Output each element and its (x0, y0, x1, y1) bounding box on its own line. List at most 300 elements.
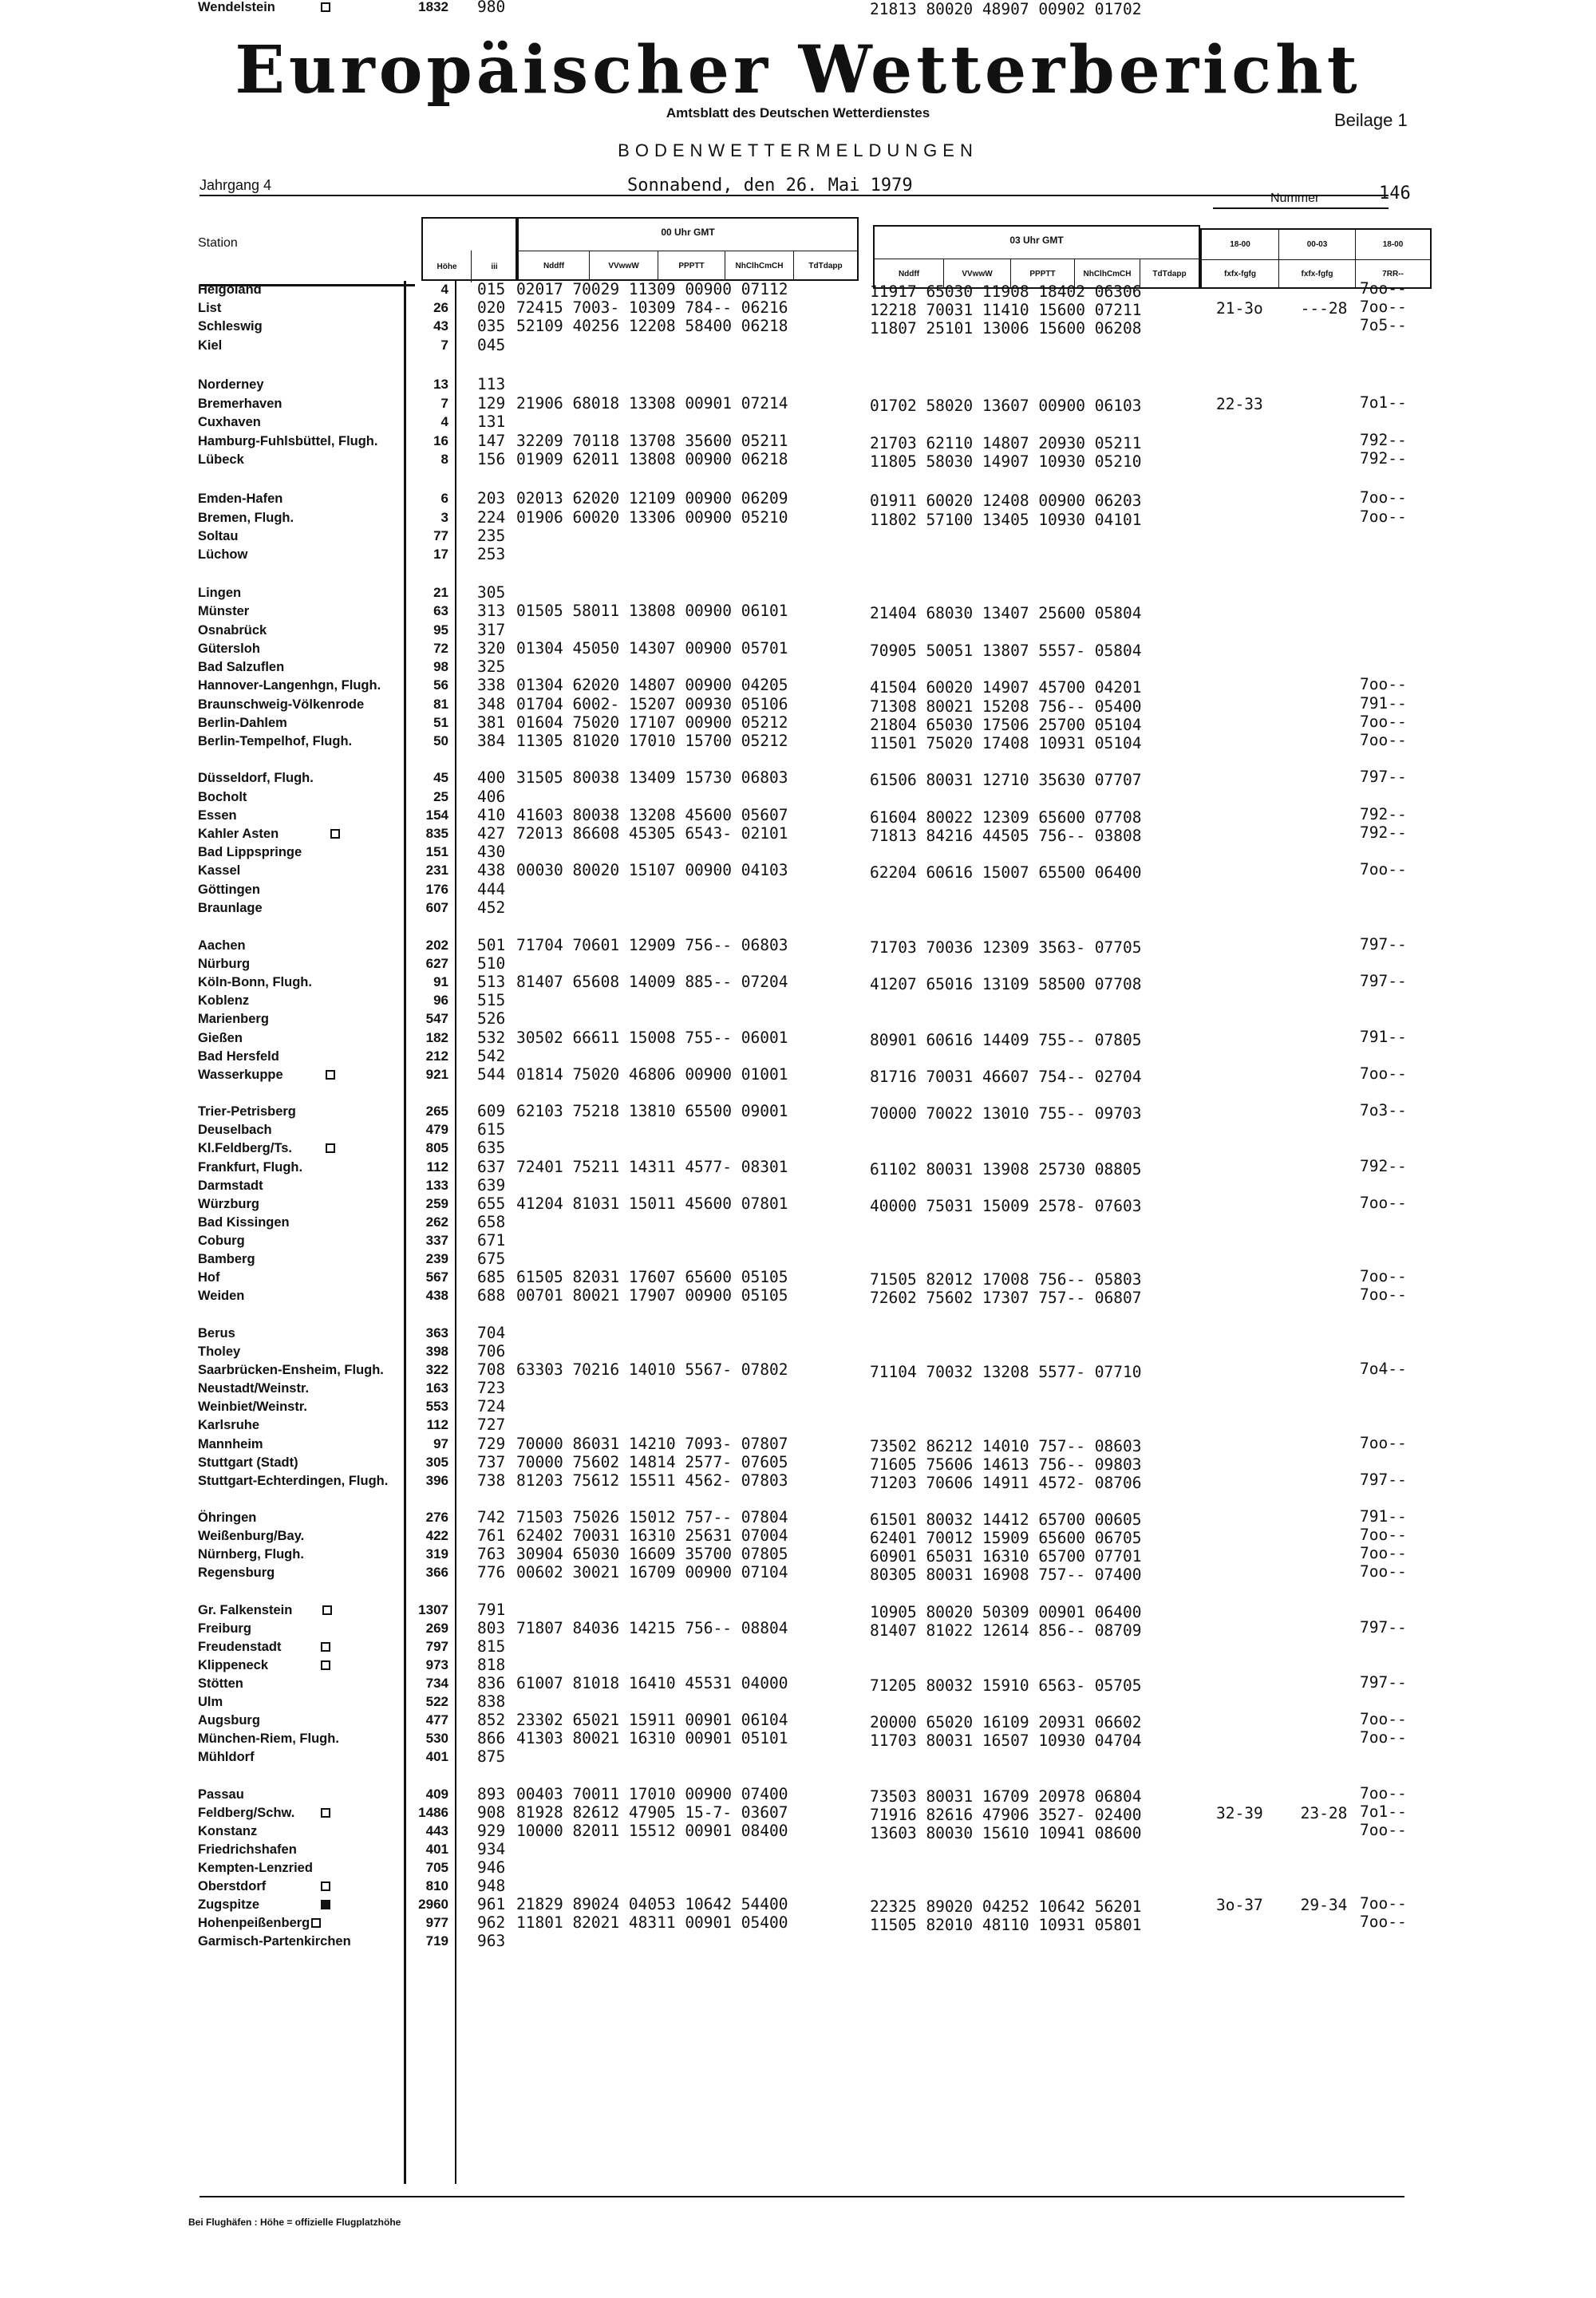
station-iii: 852 (477, 1711, 506, 1729)
station-height: 51 (433, 715, 448, 730)
station-height: 45 (433, 770, 448, 785)
station-iii: 305 (477, 583, 506, 602)
station-name: Trier-Petrisberg (198, 1104, 296, 1119)
table-row (0, 768, 1596, 789)
station-name: Emden-Hafen (198, 492, 283, 506)
table-row (0, 1141, 1596, 1159)
station-height: 154 (425, 807, 448, 823)
table-row (0, 1658, 1596, 1676)
table-row (0, 1418, 1596, 1435)
table-row (0, 1913, 1596, 1934)
station-height: 21 (433, 585, 448, 600)
station-name: Hamburg-Fuhlsbüttel, Flugh. (198, 434, 378, 448)
table-row (0, 623, 1596, 641)
table-row (0, 1326, 1596, 1344)
station-height: 13 (433, 377, 448, 392)
mountain-station-icon (326, 1070, 335, 1080)
station-name: Saarbrücken-Ensheim, Flugh. (198, 1363, 384, 1377)
table-row (0, 935, 1596, 957)
station-height: 212 (425, 1048, 448, 1064)
obs-00-utc: 70000 86031 14210 7093- 07807 (516, 1435, 788, 1453)
obs-03-utc: 70905 50051 13807 5557- 05804 (870, 642, 1142, 660)
obs-00-utc: 72415 7003- 10309 784-- 06216 (516, 298, 788, 317)
table-row (0, 1618, 1596, 1640)
table-row (0, 1562, 1596, 1584)
table-row (0, 1879, 1596, 1897)
obs-00-utc: 41603 80038 13208 45600 05607 (516, 806, 788, 824)
station-iii: 655 (477, 1194, 506, 1213)
station-iii: 980 (477, 0, 506, 16)
group03-title: 03 Uhr GMT (1009, 235, 1064, 246)
obs-00-utc: 41204 81031 15011 45600 07801 (516, 1194, 788, 1213)
col03-tdtdapp: TdTdapp (1140, 259, 1199, 288)
station-iii: 637 (477, 1158, 506, 1176)
station-iii: 803 (477, 1619, 506, 1637)
report-date: Sonnabend, den 26. Mai 1979 (627, 176, 913, 195)
table-row (0, 639, 1596, 660)
nummer-value: 146 (1379, 184, 1411, 203)
obs-03-utc: 40000 75031 15009 2578- 07603 (870, 1197, 1142, 1215)
table-row (0, 1101, 1596, 1123)
table-row (0, 954, 1596, 974)
precip-group: 7o5-- (1360, 316, 1407, 334)
station-name: Aachen (198, 938, 246, 953)
obs-03-utc: 11917 65030 11908 18402 06306 (870, 282, 1142, 301)
obs-03-utc: 71916 82616 47906 3527- 02400 (870, 1806, 1142, 1824)
table-row (0, 1064, 1596, 1086)
group00-subcols (519, 251, 857, 280)
station-name: Nürnberg, Flugh. (198, 1547, 304, 1562)
precip-group: 797-- (1360, 768, 1407, 786)
station-height: 810 (425, 1878, 448, 1893)
station-iii: 761 (477, 1526, 506, 1545)
station-iii: 338 (477, 676, 506, 694)
precip-group: 797-- (1360, 1471, 1407, 1489)
station-height: 4 (440, 282, 448, 297)
mountain-station-icon (321, 1808, 330, 1818)
obs-03-utc: 21813 80020 48907 00902 01702 (870, 0, 1142, 18)
station-iii: 946 (477, 1858, 506, 1877)
station-height: 176 (425, 882, 448, 897)
obs-03-utc: 11807 25101 13006 15600 06208 (870, 319, 1142, 338)
obs-03-utc: 21404 68030 13407 25600 05804 (870, 604, 1142, 622)
station-height: 398 (425, 1344, 448, 1359)
station-name: Helgoland (198, 282, 262, 297)
table-row (0, 1894, 1596, 1916)
station-height: 363 (425, 1325, 448, 1340)
station-iii: 685 (477, 1268, 506, 1286)
station-height: 43 (433, 318, 448, 334)
precip-group: 7oo-- (1360, 731, 1407, 749)
table-row (0, 547, 1596, 565)
obs-03-utc: 70000 70022 13010 755-- 09703 (870, 1104, 1142, 1123)
table-row (0, 1157, 1596, 1179)
obs-00-utc: 70000 75602 14814 2577- 07605 (516, 1453, 788, 1471)
obs-00-utc: 31505 80038 13409 15730 06803 (516, 768, 788, 787)
table-row (0, 1526, 1596, 1547)
col00-nhclhcmch: NhClhCmCH (725, 251, 793, 280)
precip-group: 7oo-- (1360, 1434, 1407, 1452)
station-height: 305 (425, 1455, 448, 1470)
station-iii: 510 (477, 954, 506, 973)
station-name: Tholey (198, 1344, 241, 1359)
station-height: 1307 (418, 1602, 448, 1617)
col00-vvwww: VVwwW (589, 251, 658, 280)
station-iii: 542 (477, 1047, 506, 1065)
station-name: Augsburg (198, 1713, 260, 1727)
station-height: 835 (425, 826, 448, 841)
obs-00-utc: 71704 70601 12909 756-- 06803 (516, 936, 788, 954)
table-row (0, 1049, 1596, 1067)
obs-00-utc: 63303 70216 14010 5567- 07802 (516, 1360, 788, 1379)
table-row (0, 279, 1596, 301)
col03-ppptt: PPPTT (1010, 259, 1074, 288)
obs-03-utc: 20000 65020 16109 20931 06602 (870, 1713, 1142, 1731)
station-height: 2960 (418, 1897, 448, 1912)
table-row (0, 731, 1596, 752)
station-name: Freiburg (198, 1621, 251, 1636)
station-height: 719 (425, 1933, 448, 1949)
station-name: Weißenburg/Bay. (198, 1529, 305, 1543)
obs-00-utc: 01909 62011 13808 00900 06218 (516, 450, 788, 468)
station-height: 443 (425, 1823, 448, 1838)
station-name: Gießen (198, 1031, 243, 1045)
obs-03-utc: 01702 58020 13607 00900 06103 (870, 397, 1142, 415)
station-iii: 501 (477, 936, 506, 954)
station-height: 6 (440, 491, 448, 506)
station-height: 627 (425, 956, 448, 971)
station-name: Nürburg (198, 957, 251, 971)
station-name: Kl.Feldberg/Ts. (198, 1141, 292, 1155)
station-name: Mühldorf (198, 1750, 255, 1764)
station-name: Friedrichshafen (198, 1842, 297, 1857)
jahrgang: Jahrgang 4 (200, 177, 272, 193)
station-name: Bad Kissingen (198, 1215, 290, 1230)
mountain-station-icon (311, 1918, 321, 1928)
group00-title: 00 Uhr GMT (661, 227, 715, 238)
station-height: 7 (440, 396, 448, 411)
col-right1: 18-00 (1202, 230, 1278, 260)
station-iii: 129 (477, 394, 506, 413)
table-row (0, 1544, 1596, 1566)
precip-group: 792-- (1360, 449, 1407, 468)
mountain-station-icon (321, 1642, 330, 1652)
station-iii: 325 (477, 657, 506, 676)
mountain-station-filled-icon (321, 1900, 330, 1909)
obs-00-utc: 32209 70118 13708 35600 05211 (516, 432, 788, 450)
station-name: Kiel (198, 338, 223, 353)
station-iii: 723 (477, 1379, 506, 1397)
obs-00-utc: 01304 45050 14307 00900 05701 (516, 639, 788, 657)
station-name: Coburg (198, 1234, 245, 1248)
table-row (0, 972, 1596, 993)
station-height: 805 (425, 1140, 448, 1155)
table-row (0, 898, 1596, 918)
station-iii: 929 (477, 1822, 506, 1840)
obs-03-utc: 11501 75020 17408 10931 05104 (870, 734, 1142, 752)
table-row (0, 1784, 1596, 1806)
page-title: Europäischer Wetterbericht (235, 32, 1361, 109)
station-name: Braunschweig-Völkenrode (198, 697, 365, 712)
obs-03-utc: 13603 80030 15610 10941 08600 (870, 1824, 1142, 1842)
station-name: Göttingen (198, 882, 260, 897)
precip-group: 7o4-- (1360, 1360, 1407, 1378)
table-row (0, 1842, 1596, 1860)
precip-group: 792-- (1360, 1157, 1407, 1175)
obs-03-utc: 41207 65016 13109 58500 07708 (870, 975, 1142, 993)
station-iii: 515 (477, 991, 506, 1009)
station-iii: 635 (477, 1139, 506, 1157)
station-iii: 615 (477, 1120, 506, 1139)
obs-00-utc: 10000 82011 15512 00901 08400 (516, 1822, 788, 1840)
station-height: 97 (433, 1436, 448, 1451)
beilage-label: Beilage 1 (1334, 110, 1408, 130)
obs-03-utc: 41504 60020 14907 45700 04201 (870, 678, 1142, 697)
station-iii: 317 (477, 621, 506, 639)
precip-group: 7oo-- (1360, 279, 1407, 298)
station-name: Braunlage (198, 901, 263, 915)
station-iii: 658 (477, 1213, 506, 1231)
station-iii: 035 (477, 317, 506, 335)
station-height: 112 (426, 1417, 448, 1432)
station-iii: 763 (477, 1545, 506, 1563)
station-height: 522 (425, 1694, 448, 1709)
station-name: Düsseldorf, Flugh. (198, 771, 314, 785)
precip-group: 7oo-- (1360, 507, 1407, 526)
station-iii: 045 (477, 336, 506, 354)
table-row (0, 1728, 1596, 1750)
station-name: Neustadt/Weinstr. (198, 1381, 310, 1396)
station-name: München-Riem, Flugh. (198, 1731, 339, 1746)
col03-nddff: Nddff (898, 269, 920, 278)
station-name: Hof (198, 1270, 220, 1285)
col-hoehe: Höhe (437, 262, 457, 271)
col-right2-sub: fxfx-fgfg (1278, 260, 1355, 287)
station-name: Marienberg (198, 1012, 269, 1026)
station-name: Ulm (198, 1695, 223, 1709)
station-name: Gütersloh (198, 642, 260, 656)
station-name: Darmstadt (198, 1179, 263, 1193)
obs-03-utc: 72602 75602 17307 757-- 06807 (870, 1289, 1142, 1307)
station-name: Kempten-Lenzried (198, 1861, 313, 1875)
station-height: 96 (433, 993, 448, 1008)
station-height: 133 (425, 1178, 448, 1193)
col-right1-sub: fxfx-fgfg (1224, 269, 1256, 278)
table-row (0, 338, 1596, 356)
obs-03-utc: 60901 65031 16310 65700 07701 (870, 1547, 1142, 1566)
precip-group: 7oo-- (1360, 675, 1407, 693)
station-iii: 131 (477, 413, 506, 431)
table-row (0, 1747, 1596, 1767)
precip-group: 7oo-- (1360, 1728, 1407, 1747)
station-name: Regensburg (198, 1566, 275, 1580)
col00-ppptt: PPPTT (658, 251, 725, 280)
wind-gust-values: 22-33 (1216, 395, 1263, 413)
station-height: 337 (425, 1233, 448, 1248)
precip-group: 791-- (1360, 1028, 1407, 1046)
station-iii: 963 (477, 1932, 506, 1950)
station-name: Oberstdorf (198, 1879, 267, 1893)
obs-03-utc: 01911 60020 12408 00900 06203 (870, 492, 1142, 510)
station-iii: 438 (477, 861, 506, 879)
station-height: 163 (425, 1380, 448, 1396)
station-name: Lüchow (198, 547, 248, 562)
station-iii: 381 (477, 713, 506, 732)
station-height: 262 (425, 1214, 448, 1230)
precip-group: 7oo-- (1360, 860, 1407, 879)
precip-group: 797-- (1360, 1618, 1407, 1637)
obs-00-utc: 02017 70029 11309 00900 07112 (516, 280, 788, 298)
station-height: 401 (425, 1842, 448, 1857)
hoehe-iii-header (421, 217, 517, 281)
obs-03-utc: 12218 70031 11410 15600 07211 (870, 301, 1142, 319)
station-iii: 866 (477, 1729, 506, 1747)
col03-vvwww: VVwwW (943, 259, 1010, 288)
station-iii: 671 (477, 1231, 506, 1250)
station-iii: 737 (477, 1453, 506, 1471)
station-iii: 639 (477, 1176, 506, 1194)
station-height: 151 (425, 844, 448, 859)
table-row (0, 713, 1596, 734)
precip-group: 7oo-- (1360, 1064, 1407, 1083)
station-name: Koblenz (198, 993, 250, 1008)
obs-00-utc: 72401 75211 14311 4577- 08301 (516, 1158, 788, 1176)
table-row (0, 805, 1596, 827)
obs-00-utc: 01505 58011 13808 00900 06101 (516, 602, 788, 620)
station-name: Wendelstein (198, 0, 275, 14)
station-height: 553 (425, 1399, 448, 1414)
wind-gust-values: 21-3o ---28 (1216, 299, 1348, 318)
station-height: 921 (425, 1067, 448, 1082)
station-name: Stuttgart-Echterdingen, Flugh. (198, 1474, 389, 1488)
group00-header (517, 217, 859, 281)
station-iii: 688 (477, 1286, 506, 1305)
station-height: 366 (425, 1565, 448, 1580)
table-row (0, 823, 1596, 845)
table-row (0, 415, 1596, 432)
station-height: 16 (433, 433, 448, 448)
obs-03-utc: 10905 80020 50309 00901 06400 (870, 1603, 1142, 1621)
station-name: Würzburg (198, 1197, 259, 1211)
precip-group: 7oo-- (1360, 1526, 1407, 1544)
precip-group: 797-- (1360, 935, 1407, 954)
col-right3-sub: 7RR-- (1355, 260, 1430, 287)
obs-00-utc: 81407 65608 14009 885-- 07204 (516, 973, 788, 991)
table-row (0, 1710, 1596, 1731)
section-title: BODENWETTERMELDUNGEN (618, 140, 978, 160)
station-name: Öhringen (198, 1510, 257, 1525)
station-height: 734 (425, 1676, 448, 1691)
obs-03-utc: 71605 75606 14613 756-- 09803 (870, 1455, 1142, 1474)
precip-group: 7o1-- (1360, 1802, 1407, 1821)
station-name: Bocholt (198, 790, 247, 804)
station-height: 797 (425, 1639, 448, 1654)
obs-03-utc: 11802 57100 13405 10930 04101 (870, 511, 1142, 529)
station-name: List (198, 301, 222, 315)
station-name: Stuttgart (Stadt) (198, 1455, 298, 1470)
obs-00-utc: 61505 82031 17607 65600 05105 (516, 1268, 788, 1286)
precip-group: 7oo-- (1360, 1267, 1407, 1285)
table-row (0, 377, 1596, 395)
table-row (0, 1434, 1596, 1455)
station-height: 56 (433, 677, 448, 693)
station-name: Konstanz (198, 1824, 258, 1838)
table-row (0, 1252, 1596, 1269)
station-height: 17 (433, 547, 448, 562)
station-iii: 410 (477, 806, 506, 824)
table-row (0, 1360, 1596, 1381)
precip-group: 7oo-- (1360, 1562, 1407, 1581)
obs-00-utc: 71503 75026 15012 757-- 07804 (516, 1508, 788, 1526)
table-row (0, 583, 1596, 603)
station-name: Berus (198, 1326, 235, 1340)
obs-00-utc: 21829 89024 04053 10642 54400 (516, 1895, 788, 1913)
station-iii: 452 (477, 898, 506, 917)
obs-00-utc: 11801 82021 48311 00901 05400 (516, 1913, 788, 1932)
group03-header (873, 225, 1200, 289)
station-name: Bremerhaven (198, 397, 282, 411)
station-iii: 147 (477, 432, 506, 450)
obs-03-utc: 80305 80031 16908 757-- 07400 (870, 1566, 1142, 1584)
precip-group: 792-- (1360, 431, 1407, 449)
obs-00-utc: 71807 84036 14215 756-- 08804 (516, 1619, 788, 1637)
obs-03-utc: 71703 70036 12309 3563- 07705 (870, 938, 1142, 957)
precip-group: 7oo-- (1360, 1544, 1407, 1562)
obs-03-utc: 81407 81022 12614 856-- 08709 (870, 1621, 1142, 1640)
table-row (0, 1471, 1596, 1492)
obs-03-utc: 62204 60616 15007 65500 06400 (870, 863, 1142, 882)
station-name: Frankfurt, Flugh. (198, 1160, 303, 1175)
station-iii: 253 (477, 545, 506, 563)
table-row (0, 1934, 1596, 1952)
table-row (0, 1858, 1596, 1878)
station-name: Münster (198, 604, 250, 618)
station-height: 112 (426, 1159, 448, 1175)
table-row (0, 1194, 1596, 1215)
obs-03-utc: 73503 80031 16709 20978 06804 (870, 1787, 1142, 1806)
station-iii: 948 (477, 1877, 506, 1895)
obs-03-utc: 71308 80021 15208 756-- 05400 (870, 697, 1142, 716)
obs-03-utc: 11505 82010 48110 10931 05801 (870, 1916, 1142, 1934)
station-height: 202 (425, 938, 448, 953)
obs-03-utc: 73502 86212 14010 757-- 08603 (870, 1437, 1142, 1455)
station-height: 4 (440, 414, 448, 429)
station-name: Weiden (198, 1289, 245, 1303)
table-row (0, 393, 1596, 415)
mountain-station-icon (321, 1881, 330, 1891)
obs-00-utc: 00403 70011 17010 00900 07400 (516, 1785, 788, 1803)
table-row (0, 1455, 1596, 1473)
precip-group: 7oo-- (1360, 488, 1407, 507)
station-iii: 113 (477, 375, 506, 393)
station-name: Norderney (198, 377, 264, 392)
col-iii: iii (471, 251, 517, 282)
obs-00-utc: 00602 30021 16709 00900 07104 (516, 1563, 788, 1581)
station-name: Klippeneck (198, 1658, 269, 1672)
station-iii: 384 (477, 732, 506, 750)
station-height: 401 (425, 1749, 448, 1764)
table-row (0, 694, 1596, 716)
station-height: 269 (425, 1621, 448, 1636)
table-row (0, 675, 1596, 697)
station-iii: 609 (477, 1102, 506, 1120)
precip-group: 797-- (1360, 1673, 1407, 1692)
station-height: 547 (425, 1011, 448, 1026)
precip-group: 7oo-- (1360, 1194, 1407, 1212)
table-row (0, 1009, 1596, 1029)
station-name: Berlin-Tempelhof, Flugh. (198, 734, 353, 748)
station-name: Bamberg (198, 1252, 255, 1266)
